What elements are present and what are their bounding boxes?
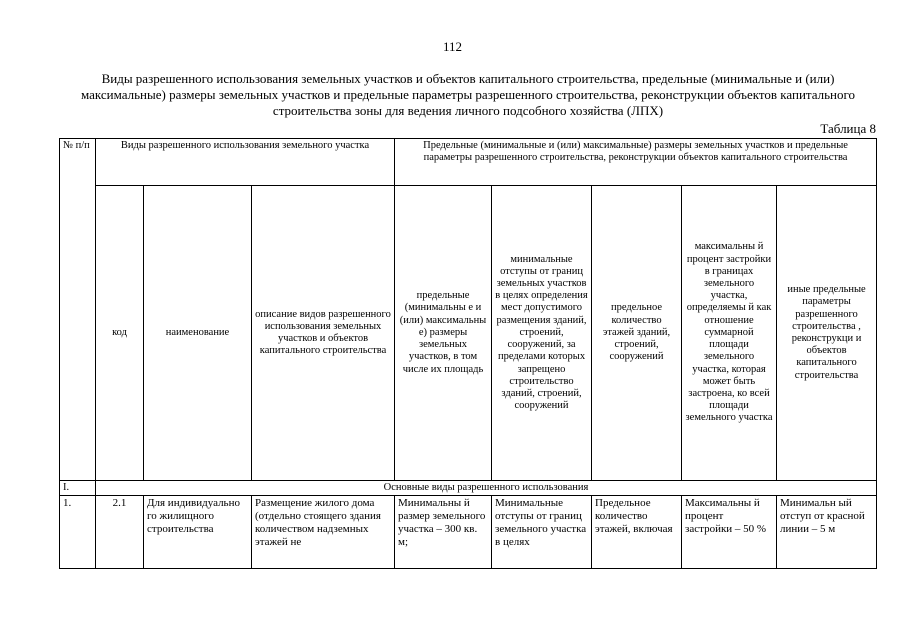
header-group-right: Предельные (минимальные и (или) максимальные) размеры земельных участков и предельные параметры разрешенного строительства, реконструкции объектов капитального строительства <box>395 139 877 186</box>
header-area: предельные (минимальны е и (или) максимальны е) размеры земельных участков, в том числе их площадь <box>395 186 492 481</box>
table-label: Таблица 8 <box>820 121 876 136</box>
section-row <box>60 481 877 496</box>
header-other: иные предельные параметры разрешенного строительства , реконструкци и объектов капитального строительства <box>777 186 877 481</box>
header-coverage: максимальны й процент застройки в границах земельного участка, определяемы й как отношение суммарной площади земельного участка, которая может быть застроена, ко всей площади земельного участка <box>682 186 777 481</box>
row-num: 1. <box>60 496 96 569</box>
header-name: наименование <box>144 186 252 481</box>
header-row-columns <box>60 186 877 481</box>
row-code: 2.1 <box>96 496 144 569</box>
row-area: Минимальны й размер земельного участка – 300 кв. м; <box>395 496 492 569</box>
document-title: Виды разрешенного использования земельных участков и объектов капитального строительства, предельные (минимальные и (или) максимальные) размеры земельных участков и предельные параметры разрешенного строительства, реконструкции объектов капитального строительства зоны для ведения личного подсобного хозяйства (ЛПХ) <box>80 71 856 118</box>
row-coverage: Максимальны й процент застройки – 50 % <box>682 496 777 569</box>
row-floors: Предельное количество этажей, включая <box>592 496 682 569</box>
row-name: Для индивидуально го жилищного строительства <box>144 496 252 569</box>
page-number: 112 <box>442 39 463 54</box>
regulations-table <box>59 138 877 569</box>
header-group-left: Виды разрешенного использования земельного участка <box>96 139 395 186</box>
header-floors: предельное количество этажей зданий, строений, сооружений <box>592 186 682 481</box>
section-label: Основные виды разрешенного использования <box>96 481 877 496</box>
header-num-cell <box>60 139 96 481</box>
row-description: Размещение жилого дома (отдельно стоящего здания количеством надземных этажей не <box>252 496 395 569</box>
header-description: описание видов разрешенного использования земельных участков и объектов капитального строительства <box>252 186 395 481</box>
header-code: код <box>96 186 144 481</box>
row-setbacks: Минимальные отступы от границ земельного участка в целях <box>492 496 592 569</box>
header-setbacks: минимальные отступы от границ земельных участков в целях определения мест допустимого размещения зданий, строений, сооружений, за пределами которых запрещено строительство зданий, строений, сооружений <box>492 186 592 481</box>
header-num: № п/п <box>63 140 90 151</box>
section-num: I. <box>60 481 96 496</box>
table-row <box>60 496 877 569</box>
row-other: Минимальн ый отступ от красной линии – 5 м <box>777 496 877 569</box>
header-row-group <box>60 139 877 186</box>
